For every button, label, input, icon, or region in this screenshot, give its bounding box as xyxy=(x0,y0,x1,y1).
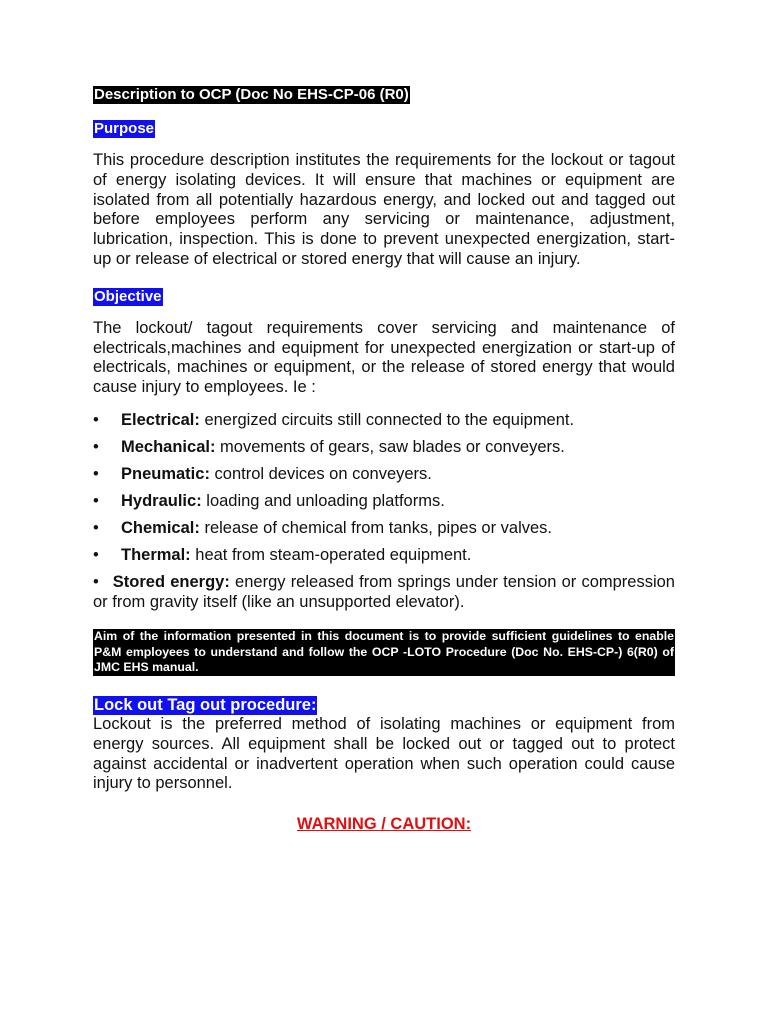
hazard-term: Thermal: xyxy=(121,545,191,564)
hazard-item-mechanical xyxy=(93,438,675,458)
hazard-item-chemical xyxy=(93,519,675,539)
objective-heading-block xyxy=(93,288,675,306)
aim-note: Aim of the information presented in this document is to provide sufficient guidelines to enable P&M employees to understand and follow the OCP -LOTO Procedure (Doc No. EHS-CP-) 6(R0) of JMC EHS manual. xyxy=(94,629,674,675)
warning-text: WARNING / CAUTION: xyxy=(296,815,472,834)
warning-heading xyxy=(93,814,675,834)
hazard-term: Electrical: xyxy=(121,410,200,429)
document-page xyxy=(93,86,675,834)
bullet-icon: • xyxy=(93,572,99,591)
loto-heading-block xyxy=(93,696,675,715)
bullet-icon: • xyxy=(93,437,99,456)
loto-paragraph: Lockout is the preferred method of isolating machines or equipment from energy sources. All equipment shall be locked out or tagged out to protect against accidental or inadvertent operation when such operation could cause injury to personnel. xyxy=(93,714,675,793)
purpose-paragraph: This procedure description institutes the requirements for the lockout or tagout of energy isolating devices. It will ensure that machines or equipment are isolated from all potentially hazardous energy, and locked out and tagged out before employees perform any servicing or maintenance, adjustment, lubrication, inspection. This is done to prevent unexpected energization, start-up or release of electrical or stored energy that will cause an injury. xyxy=(93,151,675,268)
objective-heading: Objective xyxy=(94,287,162,305)
hazard-item-hydraulic xyxy=(93,492,675,512)
loto-heading: Lock out Tag out procedure: xyxy=(94,695,317,714)
hazard-desc: release of chemical from tanks, pipes or valves. xyxy=(199,518,553,537)
bullet-icon: • xyxy=(93,518,99,537)
purpose-heading: Purpose xyxy=(94,120,155,137)
hazard-desc: energy released from springs under tension or compression or from gravity itself (like an unsupported elevator). xyxy=(93,572,675,611)
hazard-desc: energized circuits still connected to the equipment. xyxy=(199,410,575,429)
hazard-term: Mechanical: xyxy=(121,437,216,456)
hazard-desc: heat from steam-operated equipment. xyxy=(190,545,472,564)
title-block xyxy=(93,86,675,104)
hazard-desc: loading and unloading platforms. xyxy=(201,491,445,510)
objective-paragraph: The lockout/ tagout requirements cover servicing and maintenance of electricals,machines and equipment for unexpected energization or start-up of electricals, machines or equipment, or the release of stored energy that would cause injury to employees. Ie : xyxy=(93,318,675,397)
bullet-icon: • xyxy=(93,464,99,483)
hazard-item-pneumatic xyxy=(93,465,675,485)
document-title: Description to OCP (Doc No EHS-CP-06 (R0) xyxy=(94,86,409,103)
bullet-icon: • xyxy=(93,545,99,564)
hazard-term: Chemical: xyxy=(121,518,200,537)
bullet-icon: • xyxy=(93,410,99,429)
hazard-item-electrical xyxy=(93,411,675,431)
hazard-term: Hydraulic: xyxy=(121,491,202,510)
bullet-icon: • xyxy=(93,491,99,510)
hazard-item-thermal xyxy=(93,546,675,566)
purpose-heading-block xyxy=(93,120,675,138)
hazard-list xyxy=(93,411,675,566)
hazard-desc: movements of gears, saw blades or conveyers. xyxy=(215,437,565,456)
hazard-term: Stored energy: xyxy=(112,572,230,591)
hazard-item-stored-energy xyxy=(93,573,675,613)
hazard-term: Pneumatic: xyxy=(121,464,210,483)
hazard-desc: control devices on conveyers. xyxy=(209,464,432,483)
